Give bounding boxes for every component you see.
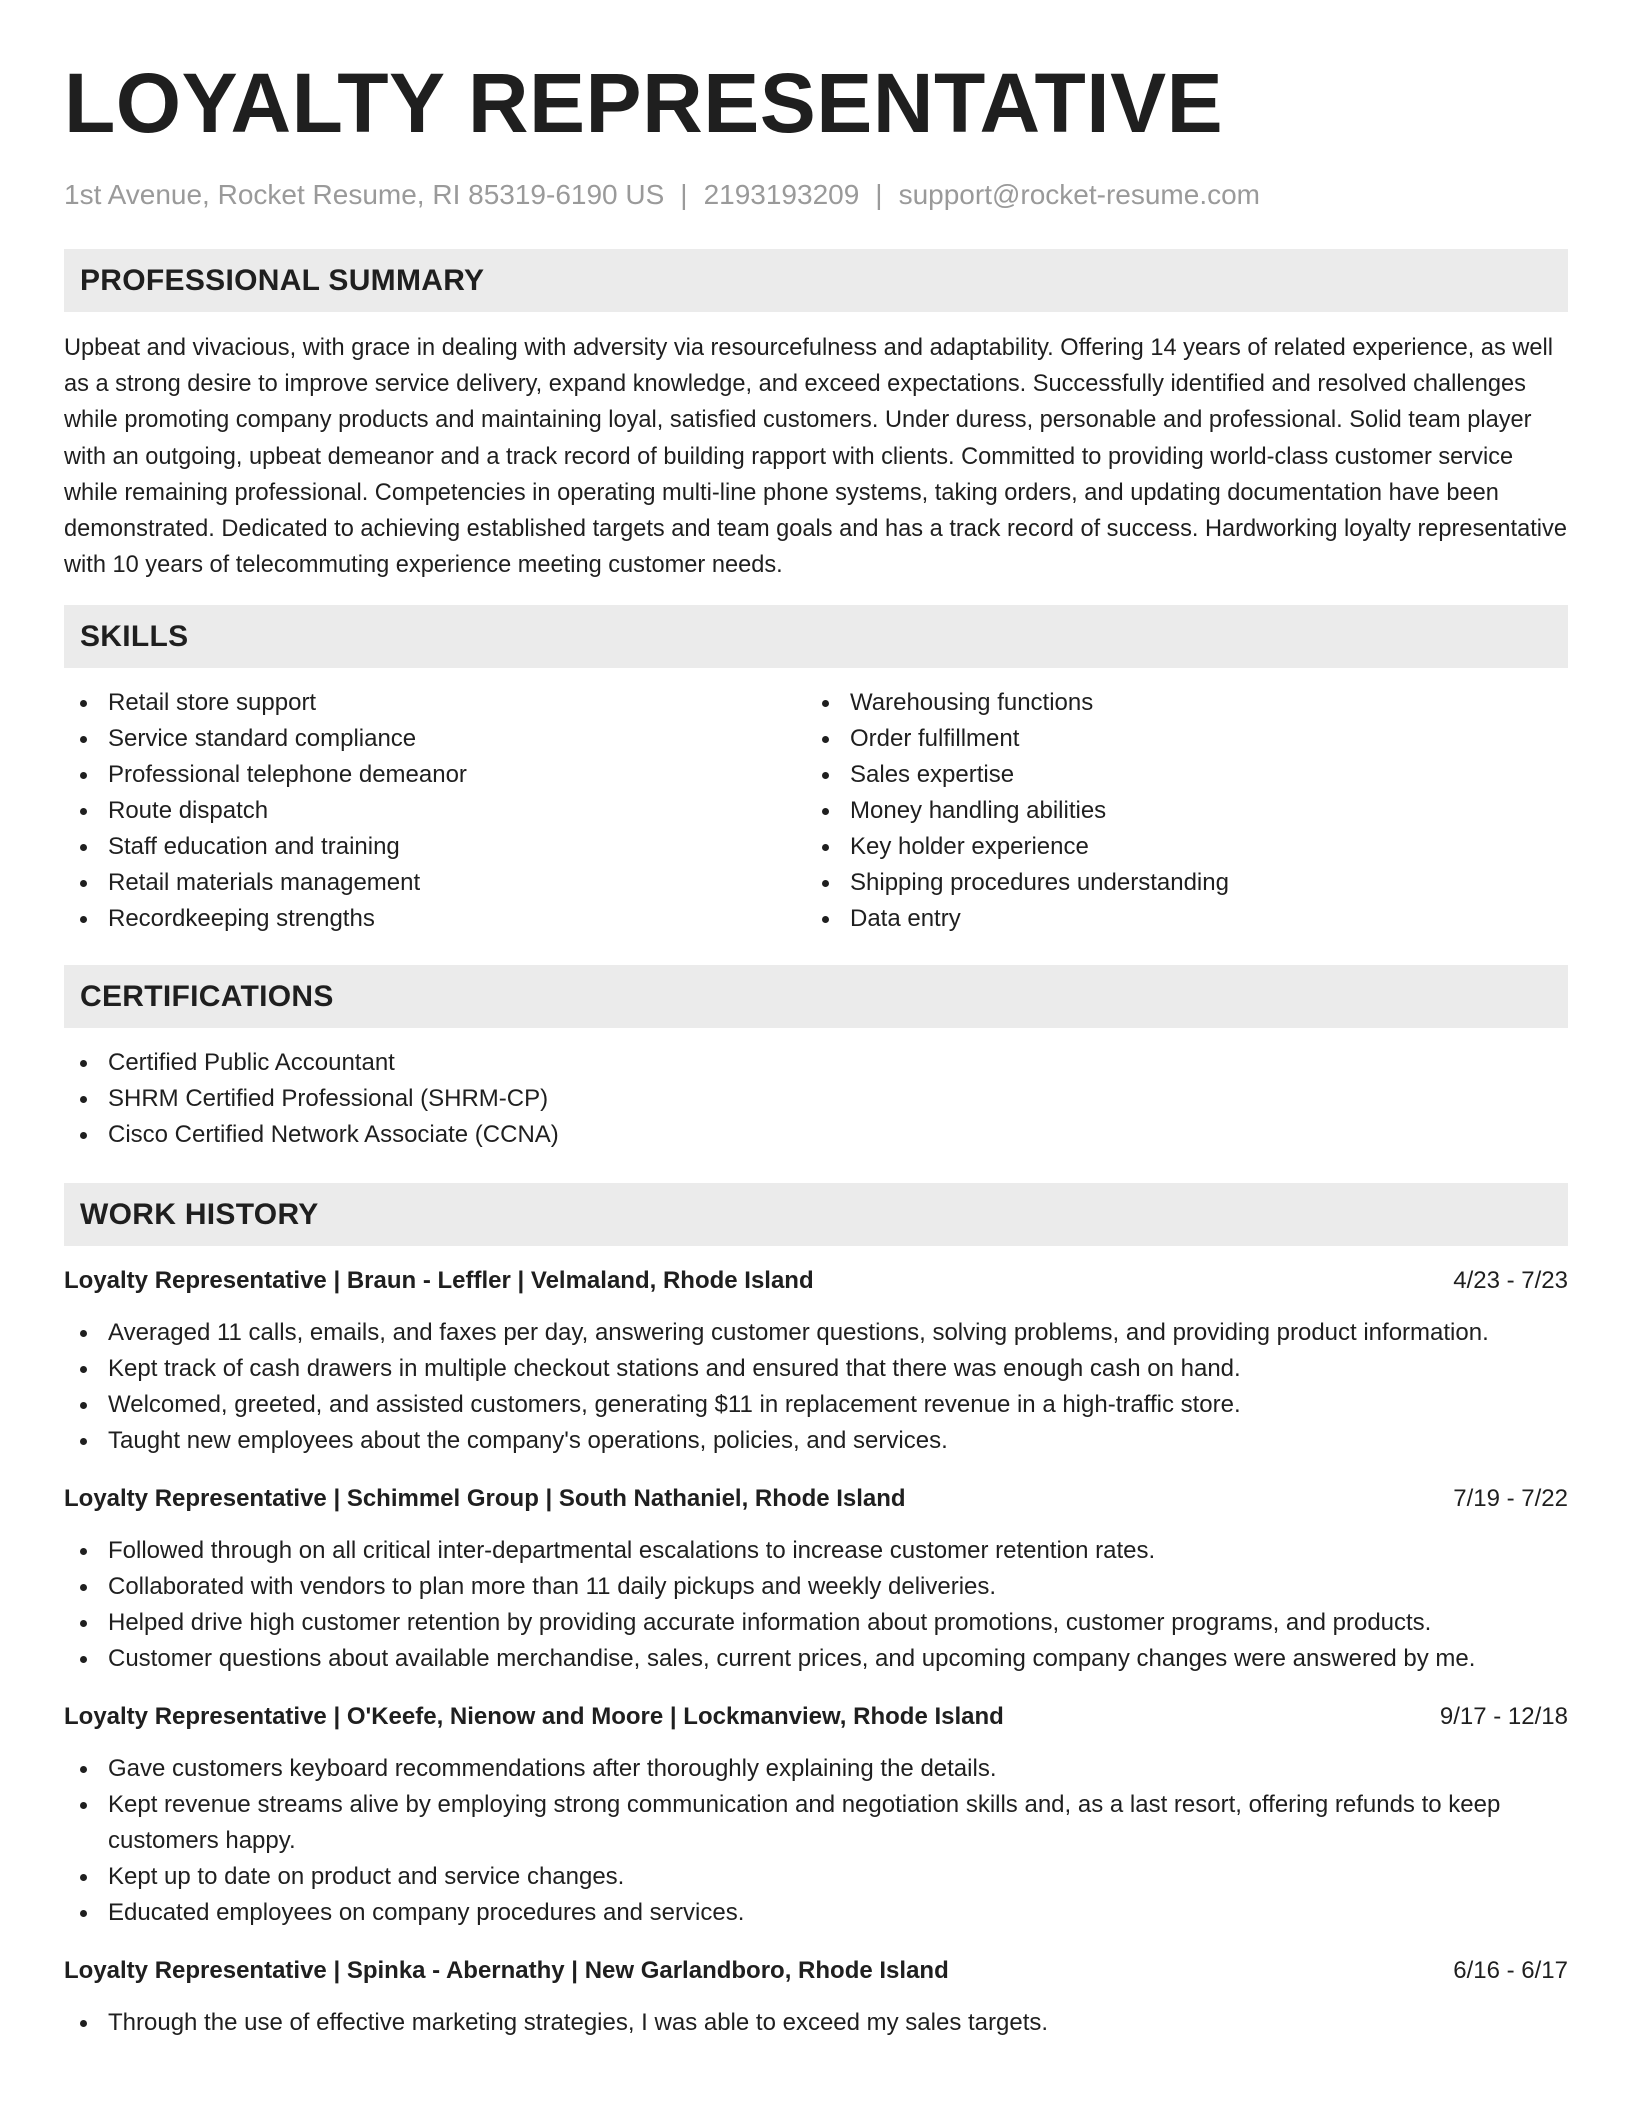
job-duty-item: Educated employees on company procedures and services. — [64, 1895, 1568, 1931]
job-entry — [64, 1263, 1568, 1459]
contact-line — [64, 178, 1568, 212]
skill-item: Service standard compliance — [64, 721, 806, 757]
summary-text: Upbeat and vivacious, with grace in dealing with adversity via resourcefulness and adaptability. Offering 14 years of related experience, as well as a strong desire to improve service delivery, expand knowledge, and exceed expectations. Successfully identified and resolved challenges while promoting company products and maintaining loyal, satisfied customers. Under duress, personable and professional. Solid team player with an outgoing, upbeat demeanor and a track record of building rapport with clients. Committed to providing world-class customer service while remaining professional. Competencies in operating multi-line phone systems, taking orders, and updating documentation have been demonstrated. Dedicated to achieving established targets and team goals and has a track record of success. Hardworking loyalty representative with 10 years of telecommuting experience meeting customer needs. — [64, 335, 1567, 579]
job-duty-item: Taught new employees about the company's operations, policies, and services. — [64, 1423, 1568, 1459]
section-header-summary: PROFESSIONAL SUMMARY — [64, 249, 1568, 312]
job-title: Loyalty Representative | O'Keefe, Nienow and Moore | Lockmanview, Rhode Island — [64, 1703, 1004, 1731]
contact-address: 1st Avenue, Rocket Resume, RI 85319-6190 US — [64, 179, 665, 210]
skill-item: Staff education and training — [64, 829, 806, 865]
job-dates: 9/17 - 12/18 — [1439, 1703, 1568, 1731]
skill-item: Money handling abilities — [806, 793, 1548, 829]
contact-email: support@rocket-resume.com — [898, 179, 1261, 210]
skill-item: Key holder experience — [806, 829, 1548, 865]
skill-item: Order fulfillment — [806, 721, 1548, 757]
job-duty-item: Kept track of cash drawers in multiple checkout stations and ensured that there was enough cash on hand. — [64, 1351, 1568, 1387]
skill-item: Retail store support — [64, 685, 806, 721]
certification-item: SHRM Certified Professional (SHRM-CP) — [64, 1081, 1568, 1117]
job-duty-item: Kept revenue streams alive by employing strong communication and negotiation skills and, as a last resort, offering refunds to keep customers happy. — [64, 1787, 1568, 1859]
job-header — [64, 1953, 1568, 1989]
certifications-list — [64, 1045, 1568, 1153]
job-duty-item: Customer questions about available merchandise, sales, current prices, and upcoming company changes were answered by me. — [64, 1641, 1568, 1677]
job-title: Loyalty Representative | Schimmel Group | South Nathaniel, Rhode Island — [64, 1485, 906, 1513]
job-header — [64, 1699, 1568, 1735]
job-duty-item: Helped drive high customer retention by providing accurate information about promotions, customer programs, and products. — [64, 1605, 1568, 1641]
skill-item: Professional telephone demeanor — [64, 757, 806, 793]
skills-list — [64, 685, 1568, 937]
job-duty-item: Gave customers keyboard recommendations after thoroughly explaining the details. — [64, 1751, 1568, 1787]
contact-phone: 2193193209 — [703, 179, 860, 210]
job-duties — [64, 2005, 1568, 2041]
skill-item: Recordkeeping strengths — [64, 901, 806, 937]
job-entry — [64, 1481, 1568, 1677]
job-title: Loyalty Representative | Braun - Leffler | Velmaland, Rhode Island — [64, 1267, 814, 1295]
job-duties — [64, 1315, 1568, 1459]
job-header — [64, 1263, 1568, 1299]
skill-item: Route dispatch — [64, 793, 806, 829]
certification-item: Cisco Certified Network Associate (CCNA) — [64, 1117, 1568, 1153]
job-duties — [64, 1533, 1568, 1677]
skills-column-right — [806, 685, 1548, 937]
job-dates: 7/19 - 7/22 — [1453, 1485, 1568, 1513]
resume-name: LOYALTY REPRESENTATIVE — [64, 56, 1224, 150]
job-dates: 6/16 - 6/17 — [1453, 1957, 1568, 1985]
job-duty-item: Collaborated with vendors to plan more than 11 daily pickups and weekly deliveries. — [64, 1569, 1568, 1605]
skill-item: Shipping procedures understanding — [806, 865, 1548, 901]
contact-separator: | — [875, 179, 883, 210]
job-header — [64, 1481, 1568, 1517]
section-header-skills: SKILLS — [64, 605, 1568, 668]
contact-separator: | — [680, 179, 688, 210]
skill-item: Data entry — [806, 901, 1548, 937]
section-header-work-history: WORK HISTORY — [64, 1183, 1568, 1246]
skill-item: Sales expertise — [806, 757, 1548, 793]
skill-item: Retail materials management — [64, 865, 806, 901]
certification-item: Certified Public Accountant — [64, 1045, 1568, 1081]
job-entry — [64, 1699, 1568, 1931]
skills-column-left — [64, 685, 806, 937]
job-duty-item: Kept up to date on product and service changes. — [64, 1859, 1568, 1895]
job-duties — [64, 1751, 1568, 1931]
job-duty-item: Averaged 11 calls, emails, and faxes per day, answering customer questions, solving problems, and providing product information. — [64, 1315, 1568, 1351]
job-duty-item: Welcomed, greeted, and assisted customers, generating $11 in replacement revenue in a high-traffic store. — [64, 1387, 1568, 1423]
job-title: Loyalty Representative | Spinka - Abernathy | New Garlandboro, Rhode Island — [64, 1957, 949, 1985]
job-duty-item: Followed through on all critical inter-departmental escalations to increase customer retention rates. — [64, 1533, 1568, 1569]
job-entry — [64, 1953, 1568, 2041]
section-header-certifications: CERTIFICATIONS — [64, 965, 1568, 1028]
job-duty-item: Through the use of effective marketing strategies, I was able to exceed my sales targets. — [64, 2005, 1568, 2041]
job-dates: 4/23 - 7/23 — [1453, 1267, 1568, 1295]
skill-item: Warehousing functions — [806, 685, 1548, 721]
